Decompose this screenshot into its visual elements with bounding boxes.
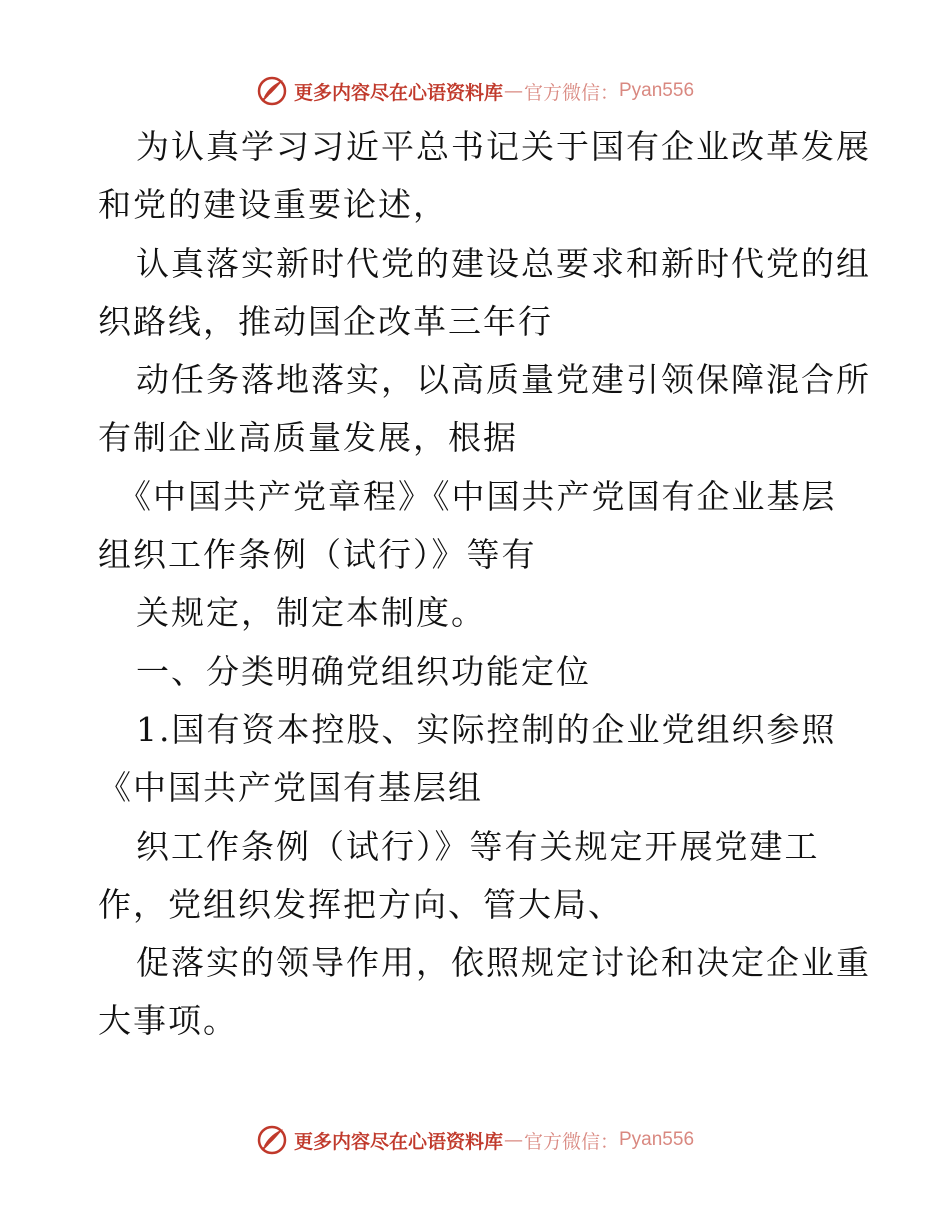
body-line: 关规定，制定本制度。 [136, 593, 486, 633]
watermark-separator: — [503, 1129, 523, 1151]
watermark-separator: — [503, 80, 523, 102]
body-line: 和党的建设重要论述， [98, 185, 448, 225]
body-line: 织工作条例（试行）》等有关规定开展党建工 [136, 826, 820, 866]
footer-watermark [0, 1120, 950, 1160]
body-line: 作，党组织发挥把方向、管大局、 [98, 884, 623, 924]
quill-logo-icon [256, 1124, 288, 1156]
header-watermark [0, 71, 950, 111]
body-line: 大事项。 [98, 1001, 238, 1041]
document-body [98, 118, 871, 1051]
watermark-wechat-id: Pyan556 [619, 80, 695, 101]
body-line: 《中国共产党国有基层组 [98, 768, 483, 808]
quill-logo-icon [256, 75, 288, 107]
body-line: 《中国共产党章程》《中国共产党国有企业基层 [118, 476, 837, 516]
body-line: 为认真学习习近平总书记关于国有企业改革发展 [136, 127, 871, 166]
body-line: 促落实的领导作用，依照规定讨论和决定企业重 [136, 943, 871, 983]
body-line: 织路线，推动国企改革三年行 [98, 301, 553, 341]
watermark-wechat-id: Pyan556 [619, 1129, 695, 1150]
watermark-wechat-label: 官方微信： [523, 81, 619, 104]
body-line: 认真落实新时代党的建设总要求和新时代党的组 [136, 243, 871, 283]
body-line: 组织工作条例（试行）》等有 [98, 535, 537, 575]
watermark-site-text: 更多内容尽在心语资料库 [293, 81, 503, 104]
section-heading: 一、分类明确党组织功能定位 [136, 651, 591, 691]
watermark-wechat-label: 官方微信： [523, 1130, 619, 1153]
body-line: 有制企业高质量发展，根据 [98, 418, 518, 458]
body-line: 1.国有资本控股、实际控制的企业党组织参照 [136, 709, 837, 749]
watermark-site-text: 更多内容尽在心语资料库 [293, 1130, 503, 1153]
body-line: 动任务落地落实，以高质量党建引领保障混合所 [136, 360, 871, 400]
